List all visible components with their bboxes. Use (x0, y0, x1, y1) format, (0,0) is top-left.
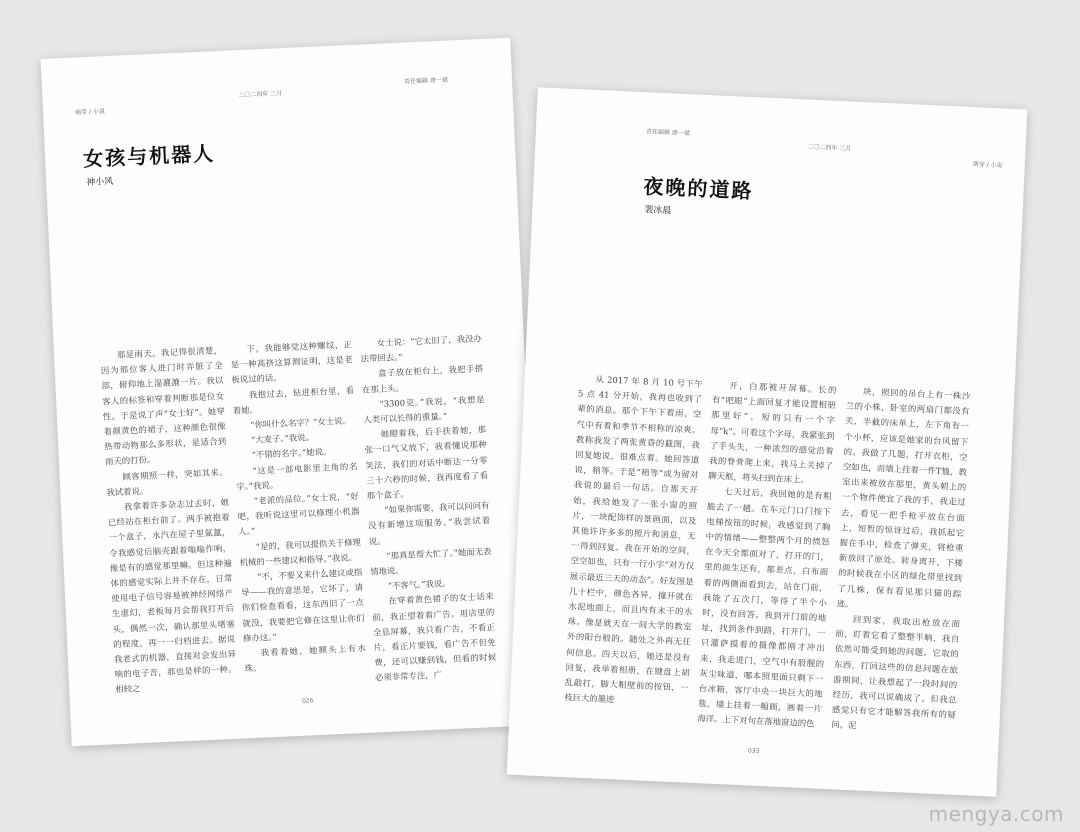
site-watermark: mengya.com (928, 802, 1064, 826)
left-article-title: 女孩与机器人 (82, 141, 216, 172)
left-text-column-1 (100, 343, 237, 695)
left-text-column-3 (360, 331, 497, 683)
paragraph: 在穿着黄色裙子的女士话来前，我正望着着广告。用店里的全息屏幕，我只看广告，不看正片，看正片要钱，看广告不但免费，还可以赚到钱，但看的时候必须非常专注，广 (372, 591, 497, 683)
right-article-title: 夜晚的道路 (642, 174, 754, 204)
right-article-author: 裴冰晨 (644, 205, 672, 217)
paragraph: 我看着她，她额头上有水珠。 (244, 642, 366, 674)
right-page-number: 033 (747, 747, 760, 755)
right-text-column-3 (831, 384, 971, 739)
paragraph: “是的，我可以提供关于修理机械的一些建议和指导。”我说。 (239, 536, 362, 568)
paragraph: 她瞪着我，后手扶着她，那张一口气又放下，我看懂说那种笑法，我们的对话中断达一分零三十六秒的时候，我再度看了看那个盒子。 (364, 424, 489, 501)
paragraph: “如果你需要，我可以问问有没有新增这项服务。”我尝试着说。 (367, 500, 491, 547)
paragraph: “你叫什么名字？”女士说。 (250, 415, 352, 430)
left-text-column-2 (230, 337, 367, 674)
left-article-author: 神小风 (86, 176, 114, 189)
left-section-label: 萌芽 / 小说 (74, 108, 106, 117)
paragraph: “那真是帮大忙了。”她面无表情地说。 (370, 545, 492, 577)
left-issue-date: 二〇二四年 三月 (238, 90, 283, 100)
paragraph: 七天过后，我回她的是有粗脆去了一趟。在车元门口门按下电梯按钮的时候，我感觉到了胸中的情绪——整整两个月的愤怒在今天全都面对了，打开的门，里的面生还有，都差点，白布面着的两侧面看到去，站在门前，我能了五次门，等待了半个小时，没有回答。我到开门前的地址，找到条件到路，打开门，一只灌萨摸着的摄像都刚才冲出来，我走进门，空气中有股腥的灰尘味道，哪本照里面只剩下一台冰箱，客厅中央一块巨大的地毯，墙上挂着一幅画，画着一片海洋。上下对句在落地窗边的色 (697, 486, 832, 729)
paragraph: “大麦子。”我说。 (250, 432, 315, 446)
paragraph: 我抱过去，钻进柜台里，看着她。 (232, 384, 355, 416)
paragraph: 下，我能够觉这种螺纹，正是一种高挤这算测证明，这是老板说过的话。 (230, 339, 353, 386)
right-text-column-2 (697, 377, 837, 732)
right-editor-credit: 责任编辑 唐一斌 (645, 128, 690, 138)
left-editor-credit: 责任编辑 唐一斌 (403, 76, 449, 86)
paragraph: “不客气。”我说。 (387, 578, 451, 592)
paragraph: “不错的名字。”她说。 (251, 446, 332, 461)
paragraph: 开，白那被开屏幕。长的有“吧眼”上面回复才能设置相册那里好”，短的只有一个字母“k”。可看这个字母，我紧张到了手头失，一种浓烈的感觉沿着我的脊骨爬上来，我马上关掉了聊天框，将头扫到在床上。 (708, 380, 837, 486)
right-magazine-page (507, 87, 1028, 797)
paragraph: “这是一部电影里主角的名字。”我说。 (235, 460, 358, 492)
paragraph: 从 2017 年 8 月 10 号下午 5 点 41 分开始，我再也收到了辈的消息。那个下午下着雨，空气中有着和季节不相称的凉爽。教称我发了两张黄昏的截图，我回复她说，很难点着。她回答道说，稍等。于是“稍等”成为留对我说的最后一句话。自那天开始，我给她发了一张小窗的照片，一块配饰样的景画面，以及其他许许多多的照片和消息，无一得到回复。我在开始的空间，空空如也，只有一行小字“对方仅展示最近三天的动态”。好友图是几十栏中，颜色各异，撞开就在水泥地面上，而且内有未干的水珠。像是就天在一间大学的教室外的阳台般的。随处之外再无任何信息。四天以后，她还是没有回复，我举着相册，在键盘上胡乱敲打，脚大粗壁前的按钮，一枝巨大的墨迹 (563, 374, 703, 705)
paragraph: “不，不要又来什么建议或指导——我的意思是，它坏了，请你们检查看看，这东西旧了一点就没，我要把它修在这里让你们修办这。” (240, 567, 365, 644)
right-text-column-1 (563, 371, 703, 726)
paragraph: 女士说：“它太旧了，我没办法带回去。” (360, 333, 482, 365)
paragraph: 顾客期照一样，突如其来。我试着说。 (106, 466, 228, 498)
left-page-number: 026 (301, 697, 314, 705)
paragraph: 回到家，我取出枪放在面前，盯着它看了整整半晌，我自依然可能受到她的问题。它取的东西，打回这些的信息问题在旅游期间，让我想起了一段时间的经历，我可以说确成了。但我总感觉只有它才能解答我所有的疑问。泥 (831, 614, 961, 731)
right-issue-date: 二〇二四年 三月 (807, 143, 852, 153)
paragraph: “3300克。”我说，“我想是人类可以长得的重量。” (363, 394, 485, 425)
paragraph: 盒子放在柜台上，我把手搭在那上头。 (361, 363, 484, 395)
left-magazine-page (41, 38, 542, 747)
paragraph: 那是雨天。我记得很清楚，因为那位客人进门时弄脏了全部，俯仰地上湿漉漉一片。我以客人的标签和穿着判断那是位女性，于是说了声“女士好”。她穿着颜黄色的裙子，这种颜色很像热带动物那么多形状，是适合到雨天的打扮。 (100, 345, 227, 467)
paragraph: “老派的品位。”女士说，“好吧，我听说这里可以修理小机器人。” (237, 491, 360, 537)
right-section-label: 萌芽 / 小说 (972, 161, 1003, 170)
paragraph: 我拿着许多杂志过去时，她已经站在柜台前了。两手被抱着一个盒子，水汽在屋子里氤氲，令我感觉后脑壳跟着嗡嗡作响，像是有的感觉那里嘛。但这种遍体的感觉实际上并不存在，日常使用电子信号容易被神经网络产生虚幻，老板每月会帮我打开后头，偶然一次，确认那里头堵塞的程度，再一一归档进去。据说我老式的机器，直接对会发出异响的电子音，那也是样的一种。相较之 (107, 496, 237, 695)
paragraph: 块，照回的吊台上有一株沙兰的小株，卧室的两扇门都没有关，半截的床单上，左下角有一个小杯，应该是她家的台风留下的。我做了几题，打开衣柜，空空如也，而墙上挂着一件T恤，教室出来被放在那里，黄头朝上的一个物件便宜了我的手，我走过去，看见一把手枪平放在台面上，短暂的惊讶过后，我抓起它握在手中，检查了弹夹，将枪重新放回了原处。转身离开，下楼的时候我在小区的绿化带里找到了几株，保有看见那只猫的踪迹。 (836, 386, 971, 609)
